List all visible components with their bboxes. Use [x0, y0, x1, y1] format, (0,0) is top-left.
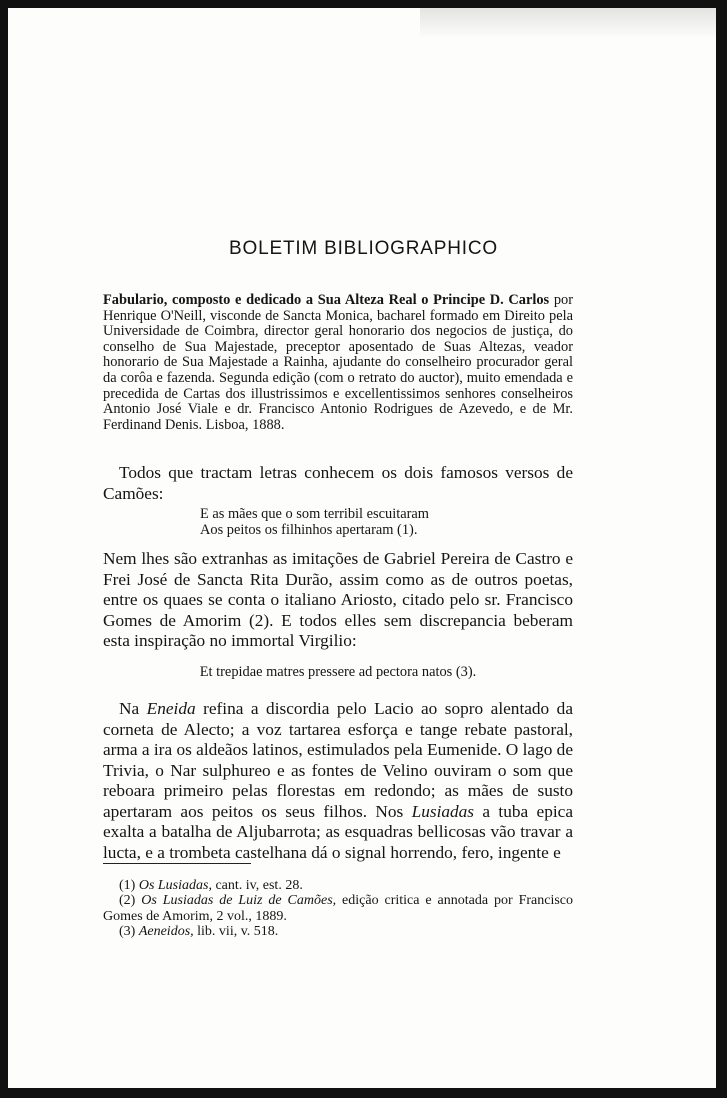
title-eneida: Eneida — [146, 699, 196, 718]
bibliographic-entry — [103, 293, 573, 433]
paragraph-2: Nem lhes são extranhas as imitações de Gabriel Pereira de Castro e Frei José de Sancta Rita Durão, assim como as de outros poetas, entre os quaes se conta o italiano Ariosto, citado pelo sr. Francisco Gomes de Amorim (2). E todos elles sem discrepancia beberam esta inspiração no immortal Virgilio: — [103, 549, 573, 650]
footnote-1: (1) Os Lusiadas, cant. iv, est. 28. — [119, 878, 303, 893]
verse-quote-virgil — [103, 665, 573, 681]
footnote-2: (2) Os Lusiadas de Luiz de Camões, edição critica e annotada por Francisco Gomes de Amorim, 2 vol., 1889. — [103, 893, 573, 924]
footnotes — [103, 878, 573, 939]
paragraph-1: Todos que tractam letras conhecem os dois famosos versos de Camões: — [103, 463, 573, 503]
entry-text: por Henrique O'Neill, visconde de Sancta Monica, bacharel formado em Direito pela Universidade de Coimbra, director geral honorario dos negocios de justiça, do conselho de Sua Majestade, preceptor aposentado de Suas Altezas, veador honorario de Sua Majestade a Rainha, ajudante do conselheiro procurador geral da corôa e fazenda. Segunda edição (com o retrato do auctor), muito emendada e precedida de Cartas dos illustrissimos e excellentissimos senhores conselheiros Antonio José Viale e dr. Francisco Antonio Rodrigues de Azevedo, e de Mr. Ferdinand Denis. Lisboa, 1888. — [103, 292, 573, 433]
title-lusiadas: Lusiadas — [411, 801, 475, 821]
paragraph-3-lead: Na — [119, 699, 147, 718]
footnote-rule — [103, 863, 251, 864]
footnote-3: (3) Aeneidos, lib. vii, v. 518. — [119, 923, 279, 939]
verse-line-latin: Et trepidae matres pressere ad pectora natos (3). — [199, 664, 477, 680]
verse-line-1: E as mães que o som terribil escuitaram — [200, 506, 429, 522]
paragraph-3-middle: refina a discordia pelo Lacio ao sopro alentado da corneta de Alecto; a voz tartarea esforça e tange rebate pastoral, arma a ira os aldeãos latinos, estimulados pela Eumenide. O lago de Trivia, o Nar sulphureo e as fontes de Velino ouviram o som que reboara primeiro pelas florestas em redondo; as mães de susto apertaram aos peitos os seus filhos. Nos — [103, 699, 573, 821]
entry-heading: Fabulario, composto e dedicado a Sua Alteza Real o Principe D. Carlos — [103, 292, 550, 308]
paragraph-3-tail: a tuba epica exalta a batalha de Aljubarrota; as esquadras bellicosas vão travar a lucta, e a trombeta castelhana dá o signal horrendo, fero, ingente e — [103, 801, 573, 862]
verse-line-2: Aos peitos os filhinhos apertaram (1). — [200, 521, 418, 538]
verse-quote-camoes — [103, 507, 573, 538]
page-title: BOLETIM BIBLIOGRAPHICO — [229, 238, 498, 259]
paragraph-3 — [103, 699, 573, 863]
